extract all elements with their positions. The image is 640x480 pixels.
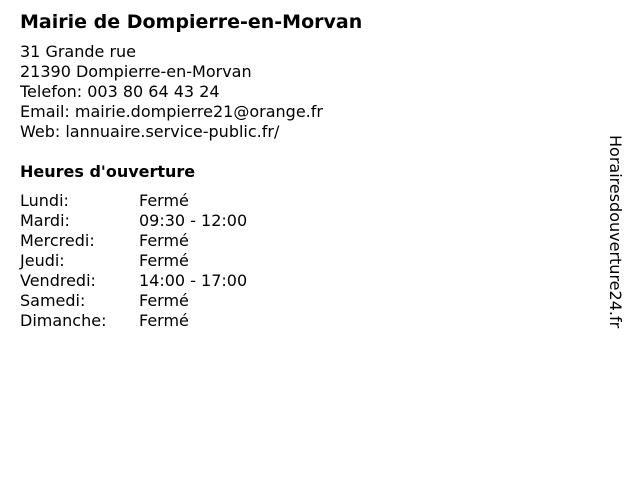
day-label: Dimanche: xyxy=(20,311,107,330)
day-hours: Fermé xyxy=(139,191,189,210)
day-label: Mercredi: xyxy=(20,231,95,250)
day-hours: 09:30 - 12:00 xyxy=(139,211,248,230)
hours-row-sunday xyxy=(20,311,600,331)
hours-row-saturday xyxy=(20,291,600,311)
hours-heading: Heures d'ouverture xyxy=(20,162,196,181)
hours-row-friday xyxy=(20,271,600,291)
street-address: 31 Grande rue xyxy=(20,42,137,61)
postal-city: 21390 Dompierre-en-Morvan xyxy=(20,62,252,81)
hours-row-tuesday xyxy=(20,211,600,231)
day-label: Mardi: xyxy=(20,211,70,230)
day-hours: Fermé xyxy=(139,311,189,330)
opening-hours-card xyxy=(20,10,600,331)
site-watermark: Horairesdouverture24.fr xyxy=(606,135,625,329)
day-label: Vendredi: xyxy=(20,271,96,290)
address-block xyxy=(20,42,600,142)
page-title: Mairie de Dompierre-en-Morvan xyxy=(20,11,363,33)
day-hours: Fermé xyxy=(139,251,189,270)
day-label: Lundi: xyxy=(20,191,69,210)
phone-line: Telefon: 003 80 64 43 24 xyxy=(20,82,220,101)
day-hours: 14:00 - 17:00 xyxy=(139,271,248,290)
day-hours: Fermé xyxy=(139,291,189,310)
hours-row-wednesday xyxy=(20,231,600,251)
hours-list xyxy=(20,191,600,331)
email-line: Email: mairie.dompierre21@orange.fr xyxy=(20,102,323,121)
web-line: Web: lannuaire.service-public.fr/ xyxy=(20,122,280,141)
hours-row-monday xyxy=(20,191,600,211)
hours-row-thursday xyxy=(20,251,600,271)
day-hours: Fermé xyxy=(139,231,189,250)
day-label: Jeudi: xyxy=(20,251,65,270)
day-label: Samedi: xyxy=(20,291,86,310)
